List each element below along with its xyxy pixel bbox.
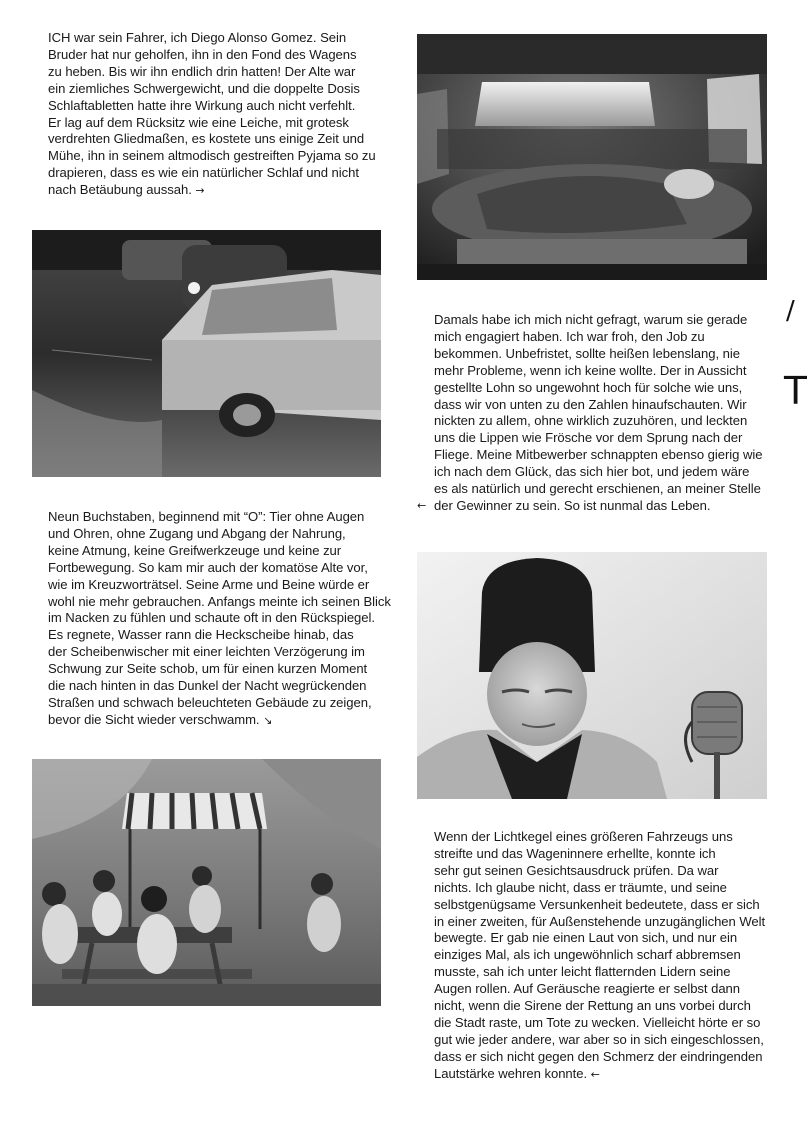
- text-line: Bruder hat nur geholfen, ihn in den Fond des Wagens: [48, 46, 357, 62]
- text-line: Wenn der Lichtkegel eines größeren Fahrzeugs uns: [434, 829, 733, 844]
- text-line: ein ziemliches Schwergewicht, und die doppelte Dosis: [48, 80, 360, 96]
- edge-glyph-decoration: T: [784, 369, 807, 413]
- arrow-left-icon: ←: [590, 1067, 600, 1081]
- text-line: nicht, wenn die Sirene der Rettung an uns vorbei durch: [434, 998, 751, 1014]
- text-line: es als natürlich und gerecht erschienen, an meiner Stelle: [434, 481, 761, 497]
- text-line: bekommen. Unbefristet, sollte heißen lebenslang, nie: [434, 345, 741, 361]
- text-line: drapieren, dass es wie ein natürlicher Schlaf und nicht: [48, 165, 359, 181]
- text-line: nichts. Ich glaube nicht, dass er träumte, und seine: [434, 879, 727, 895]
- paragraph-driver-intro: [48, 30, 393, 200]
- text-line-content: nach Betäubung aussah.: [48, 182, 192, 198]
- text-line: bewegte. Er gab nie einen Laut von sich, und nur ein: [434, 930, 738, 946]
- text-line: selbstgenügsame Versunkenheit bedeutete, dass er sich: [434, 896, 760, 912]
- rainy-street-cars-image: [32, 230, 381, 477]
- text-line: in einer zweiten, für Außenstehende unzugänglichen Welt: [434, 913, 766, 929]
- text-line: Neun Buchstaben, beginnend mit “O”: Tier ohne Augen: [48, 509, 365, 524]
- text-line: die nach hinten in das Dunkel der Nacht wegrückenden: [48, 678, 367, 694]
- text-line: wohl nie mehr gebrauchen. Anfangs meinte ich seinen Blick: [48, 593, 391, 609]
- photo-man-with-microphone: [417, 552, 767, 799]
- arrow-right-icon: →: [195, 184, 205, 198]
- text-line: mehr Probleme, wenn ich keine wollte. Der in Aussicht: [434, 362, 747, 378]
- text-line: Fortbewegung. So kam mir auch der komatöse Alte vor,: [48, 559, 368, 575]
- text-line: und Ohren, ohne Zugang und Abgang der Nahrung,: [48, 525, 346, 541]
- arrow-left-icon: ←: [417, 499, 427, 512]
- arrow-down-right-icon: ↘: [263, 713, 273, 727]
- text-line: ich nach dem Glück, das sich hier bot, und jedem wäre: [434, 464, 750, 480]
- man-with-microphone-image: [417, 552, 767, 799]
- text-line: mich engagiert haben. Ich war froh, den Job zu: [434, 328, 705, 344]
- text-line: [434, 1066, 779, 1084]
- text-line-content: bevor die Sicht wieder verschwamm.: [48, 711, 260, 727]
- photo-women-at-picnic-table: [32, 759, 381, 1006]
- text-line: Es regnete, Wasser rann die Heckscheibe hinab, das: [48, 627, 354, 643]
- text-line: [48, 712, 393, 730]
- text-line: der Scheibenwischer mit einer leichten Verzögerung im: [48, 644, 365, 660]
- text-line: Fliege. Meine Mitbewerber schnappten ebenso gierig wie: [434, 447, 763, 463]
- text-line: gut wie jeder andere, war aber so in sich eingeschlossen,: [434, 1031, 764, 1047]
- text-line: keine Atmung, keine Greifwerkzeuge und keine zur: [48, 542, 342, 558]
- text-line: wie im Kreuzworträtsel. Seine Arme und Beine würde er: [48, 576, 370, 592]
- text-line: Mühe, ihn in seinem altmodisch gestreiften Pyjama so zu: [48, 148, 376, 164]
- women-at-picnic-table-image: [32, 759, 381, 1006]
- text-line: dass er sich nicht gegen den Schmerz der eindringenden: [434, 1048, 763, 1064]
- text-line: Damals habe ich mich nicht gefragt, warum sie gerade: [434, 312, 748, 327]
- paragraph-crossword: [48, 509, 393, 730]
- text-line: verdrehten Gliedmaßen, es kostete uns einige Zeit und: [48, 131, 365, 147]
- text-line: dass wir von unten zu den Zahlen hinaufschauten. Wir: [434, 396, 747, 412]
- text-line: ICH war sein Fahrer, ich Diego Alonso Gomez. Sein: [48, 30, 347, 45]
- text-line: die Stadt raste, um Tote zu wecken. Vielleicht hörte er so: [434, 1014, 761, 1030]
- text-line: Er lag auf dem Rücksitz wie eine Leiche, mit grotesk: [48, 114, 349, 130]
- paragraph-headlights: [434, 829, 779, 1084]
- text-line-content: Lautstärke wehren konnte.: [434, 1065, 588, 1081]
- text-line: Augen rollen. Auf Geräusche reagierte er selbst dann: [434, 981, 741, 997]
- text-line: Straßen und schwach beleuchteten Gebäude zu zeigen,: [48, 694, 372, 710]
- text-line: [48, 182, 393, 200]
- photo-rainy-street-cars: [32, 230, 381, 477]
- sleeping-man-in-car-image: [417, 34, 767, 280]
- photo-sleeping-man-in-car: [417, 34, 767, 280]
- text-line: im Nacken zu fühlen und schaute oft in den Rückspiegel.: [48, 610, 375, 626]
- text-line: zu heben. Bis wir ihn endlich drin hatten! Der Alte war: [48, 63, 356, 79]
- text-line: musste, sah ich unter leicht flatternden Lidern seine: [434, 964, 731, 980]
- edge-glyph-decoration: /: [786, 296, 795, 326]
- text-line: Schwung zur Seite schob, um für einen kurzen Moment: [48, 661, 368, 677]
- text-line: der Gewinner zu sein. So ist nunmal das Leben.: [434, 497, 711, 513]
- text-line: streifte und das Wageninnere erhellte, konnte ich: [434, 845, 716, 861]
- text-line: uns die Lippen wie Frösche vor dem Sprung nach der: [434, 430, 743, 446]
- text-line: nickten zu allem, ohne wirklich zuzuhören, und leckten: [434, 413, 748, 429]
- text-line: sehr gut seinen Gesichtsausdruck prüfen. Da war: [434, 862, 719, 878]
- paragraph-hiring: [434, 312, 779, 515]
- text-line: Schlaftabletten hatte ihre Wirkung auch nicht verfehlt.: [48, 97, 356, 113]
- text-line: gestellte Lohn so ungewohnt hoch für solche wie uns,: [434, 379, 743, 395]
- text-line: einziges Mal, als ich ungewöhnlich scharf abbremsen: [434, 947, 741, 963]
